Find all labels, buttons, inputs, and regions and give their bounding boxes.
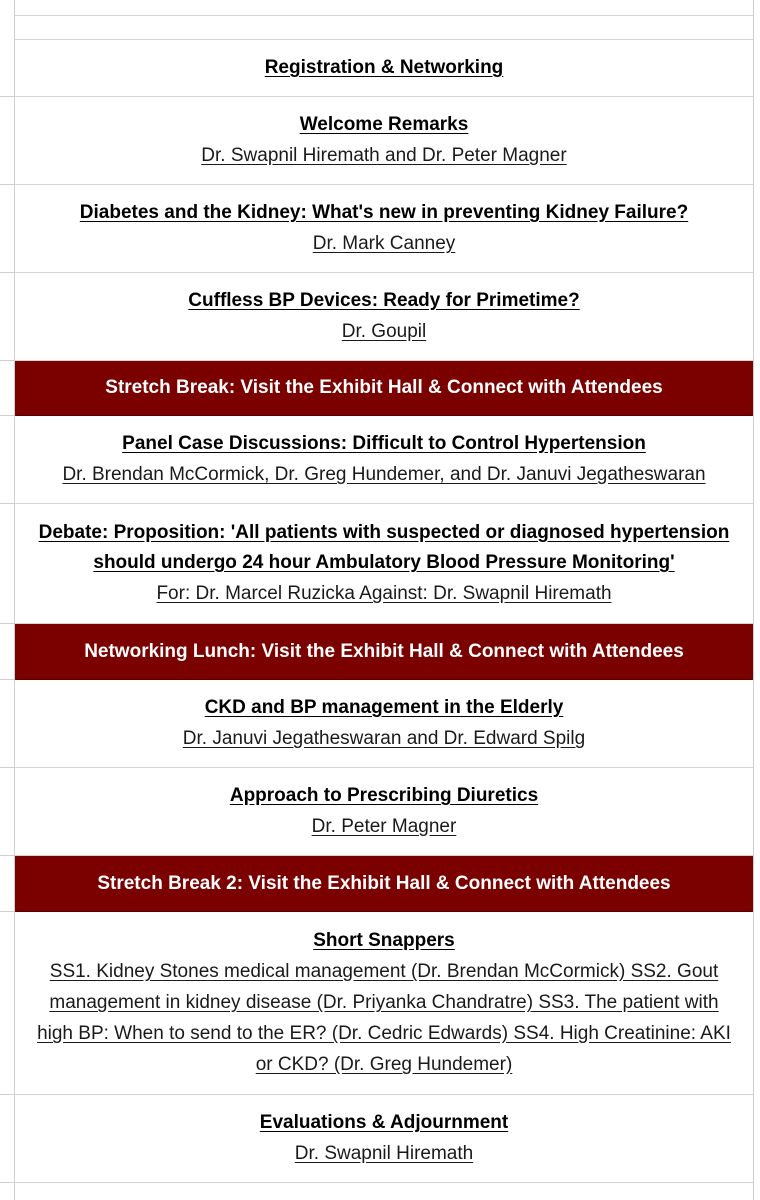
agenda-row-evaluations[interactable]: [15, 1095, 753, 1183]
session-speakers: Dr. Januvi Jegatheswaran and Dr. Edward Spilg: [182, 728, 586, 749]
row-gridline: [0, 623, 14, 624]
row-gridline: [0, 1182, 14, 1183]
session-title: Panel Case Discussions: Difficult to Control Hypertension: [122, 433, 646, 454]
session-speakers: Dr. Mark Canney: [312, 233, 456, 254]
break-title: Networking Lunch: Visit the Exhibit Hall & Connect with Attendees: [84, 640, 684, 662]
row-gridline: [0, 679, 14, 680]
agenda-row-cuffless[interactable]: [15, 273, 753, 361]
agenda-row-diabetes[interactable]: [15, 185, 753, 273]
agenda-row-stretch-break-2[interactable]: [15, 856, 753, 912]
empty-row[interactable]: [15, 16, 753, 40]
session-title: Registration & Networking: [264, 57, 504, 78]
row-header-column: [0, 0, 15, 1200]
session-speakers: For: Dr. Marcel Ruzicka Against: Dr. Swapnil Hiremath: [156, 583, 612, 604]
row-gridline: [0, 855, 14, 856]
next-column-edge: [753, 0, 760, 1200]
break-title: Stretch Break 2: Visit the Exhibit Hall & Connect with Attendees: [97, 872, 671, 894]
session-title: CKD and BP management in the Elderly: [204, 697, 564, 718]
session-speakers: Dr. Swapnil Hiremath: [294, 1143, 474, 1164]
session-speakers: SS1. Kidney Stones medical management (Dr. Brendan McCormick) SS2. Gout management in kidney disease (Dr. Priyanka Chandratre) SS3. The patient with high BP: When to send to the ER? (Dr. Cedric Edwards) SS4. High Creatinine: AKI or CKD? (Dr. Greg Hundemer): [37, 961, 731, 1075]
row-gridline: [0, 184, 14, 185]
session-title: Short Snappers: [313, 930, 455, 951]
row-gridline: [0, 415, 14, 416]
session-title: Evaluations & Adjournment: [259, 1112, 509, 1133]
agenda-row-debate[interactable]: [15, 504, 753, 624]
agenda-row-lunch[interactable]: [15, 624, 753, 680]
session-speakers: Dr. Peter Magner: [311, 816, 457, 837]
row-gridline: [0, 272, 14, 273]
session-title: Approach to Prescribing Diuretics: [229, 785, 539, 806]
agenda-row-short-snappers[interactable]: [15, 912, 753, 1095]
agenda-row-diuretics[interactable]: [15, 768, 753, 856]
break-title: Stretch Break: Visit the Exhibit Hall & Connect with Attendees: [105, 377, 663, 398]
row-gridline: [0, 911, 14, 912]
session-title: Debate: Proposition: 'All patients with suspected or diagnosed hypertension should undergo 24 hour Ambulatory Blood Pressure Monitoring': [38, 522, 730, 573]
agenda-row-registration[interactable]: [15, 40, 753, 97]
row-gridline: [0, 96, 14, 97]
agenda-row-ckd[interactable]: [15, 680, 753, 768]
agenda-row-stretch-break[interactable]: [15, 361, 753, 416]
row-gridline: [0, 1094, 14, 1095]
agenda-row-welcome[interactable]: [15, 97, 753, 185]
session-speakers: Dr. Swapnil Hiremath and Dr. Peter Magner: [201, 145, 567, 166]
row-gridline: [0, 360, 14, 361]
session-title: Welcome Remarks: [299, 114, 469, 135]
row-gridline: [0, 767, 14, 768]
session-speakers: Dr. Brendan McCormick, Dr. Greg Hundemer, and Dr. Januvi Jegatheswaran: [62, 464, 706, 485]
empty-row[interactable]: [15, 1183, 753, 1200]
session-speakers: Dr. Goupil: [341, 321, 427, 342]
session-title: Cuffless BP Devices: Ready for Primetime?: [188, 290, 580, 311]
agenda-row-panel[interactable]: [15, 416, 753, 504]
empty-row[interactable]: [15, 0, 753, 16]
row-gridline: [0, 503, 14, 504]
session-title: Diabetes and the Kidney: What's new in preventing Kidney Failure?: [79, 202, 689, 223]
